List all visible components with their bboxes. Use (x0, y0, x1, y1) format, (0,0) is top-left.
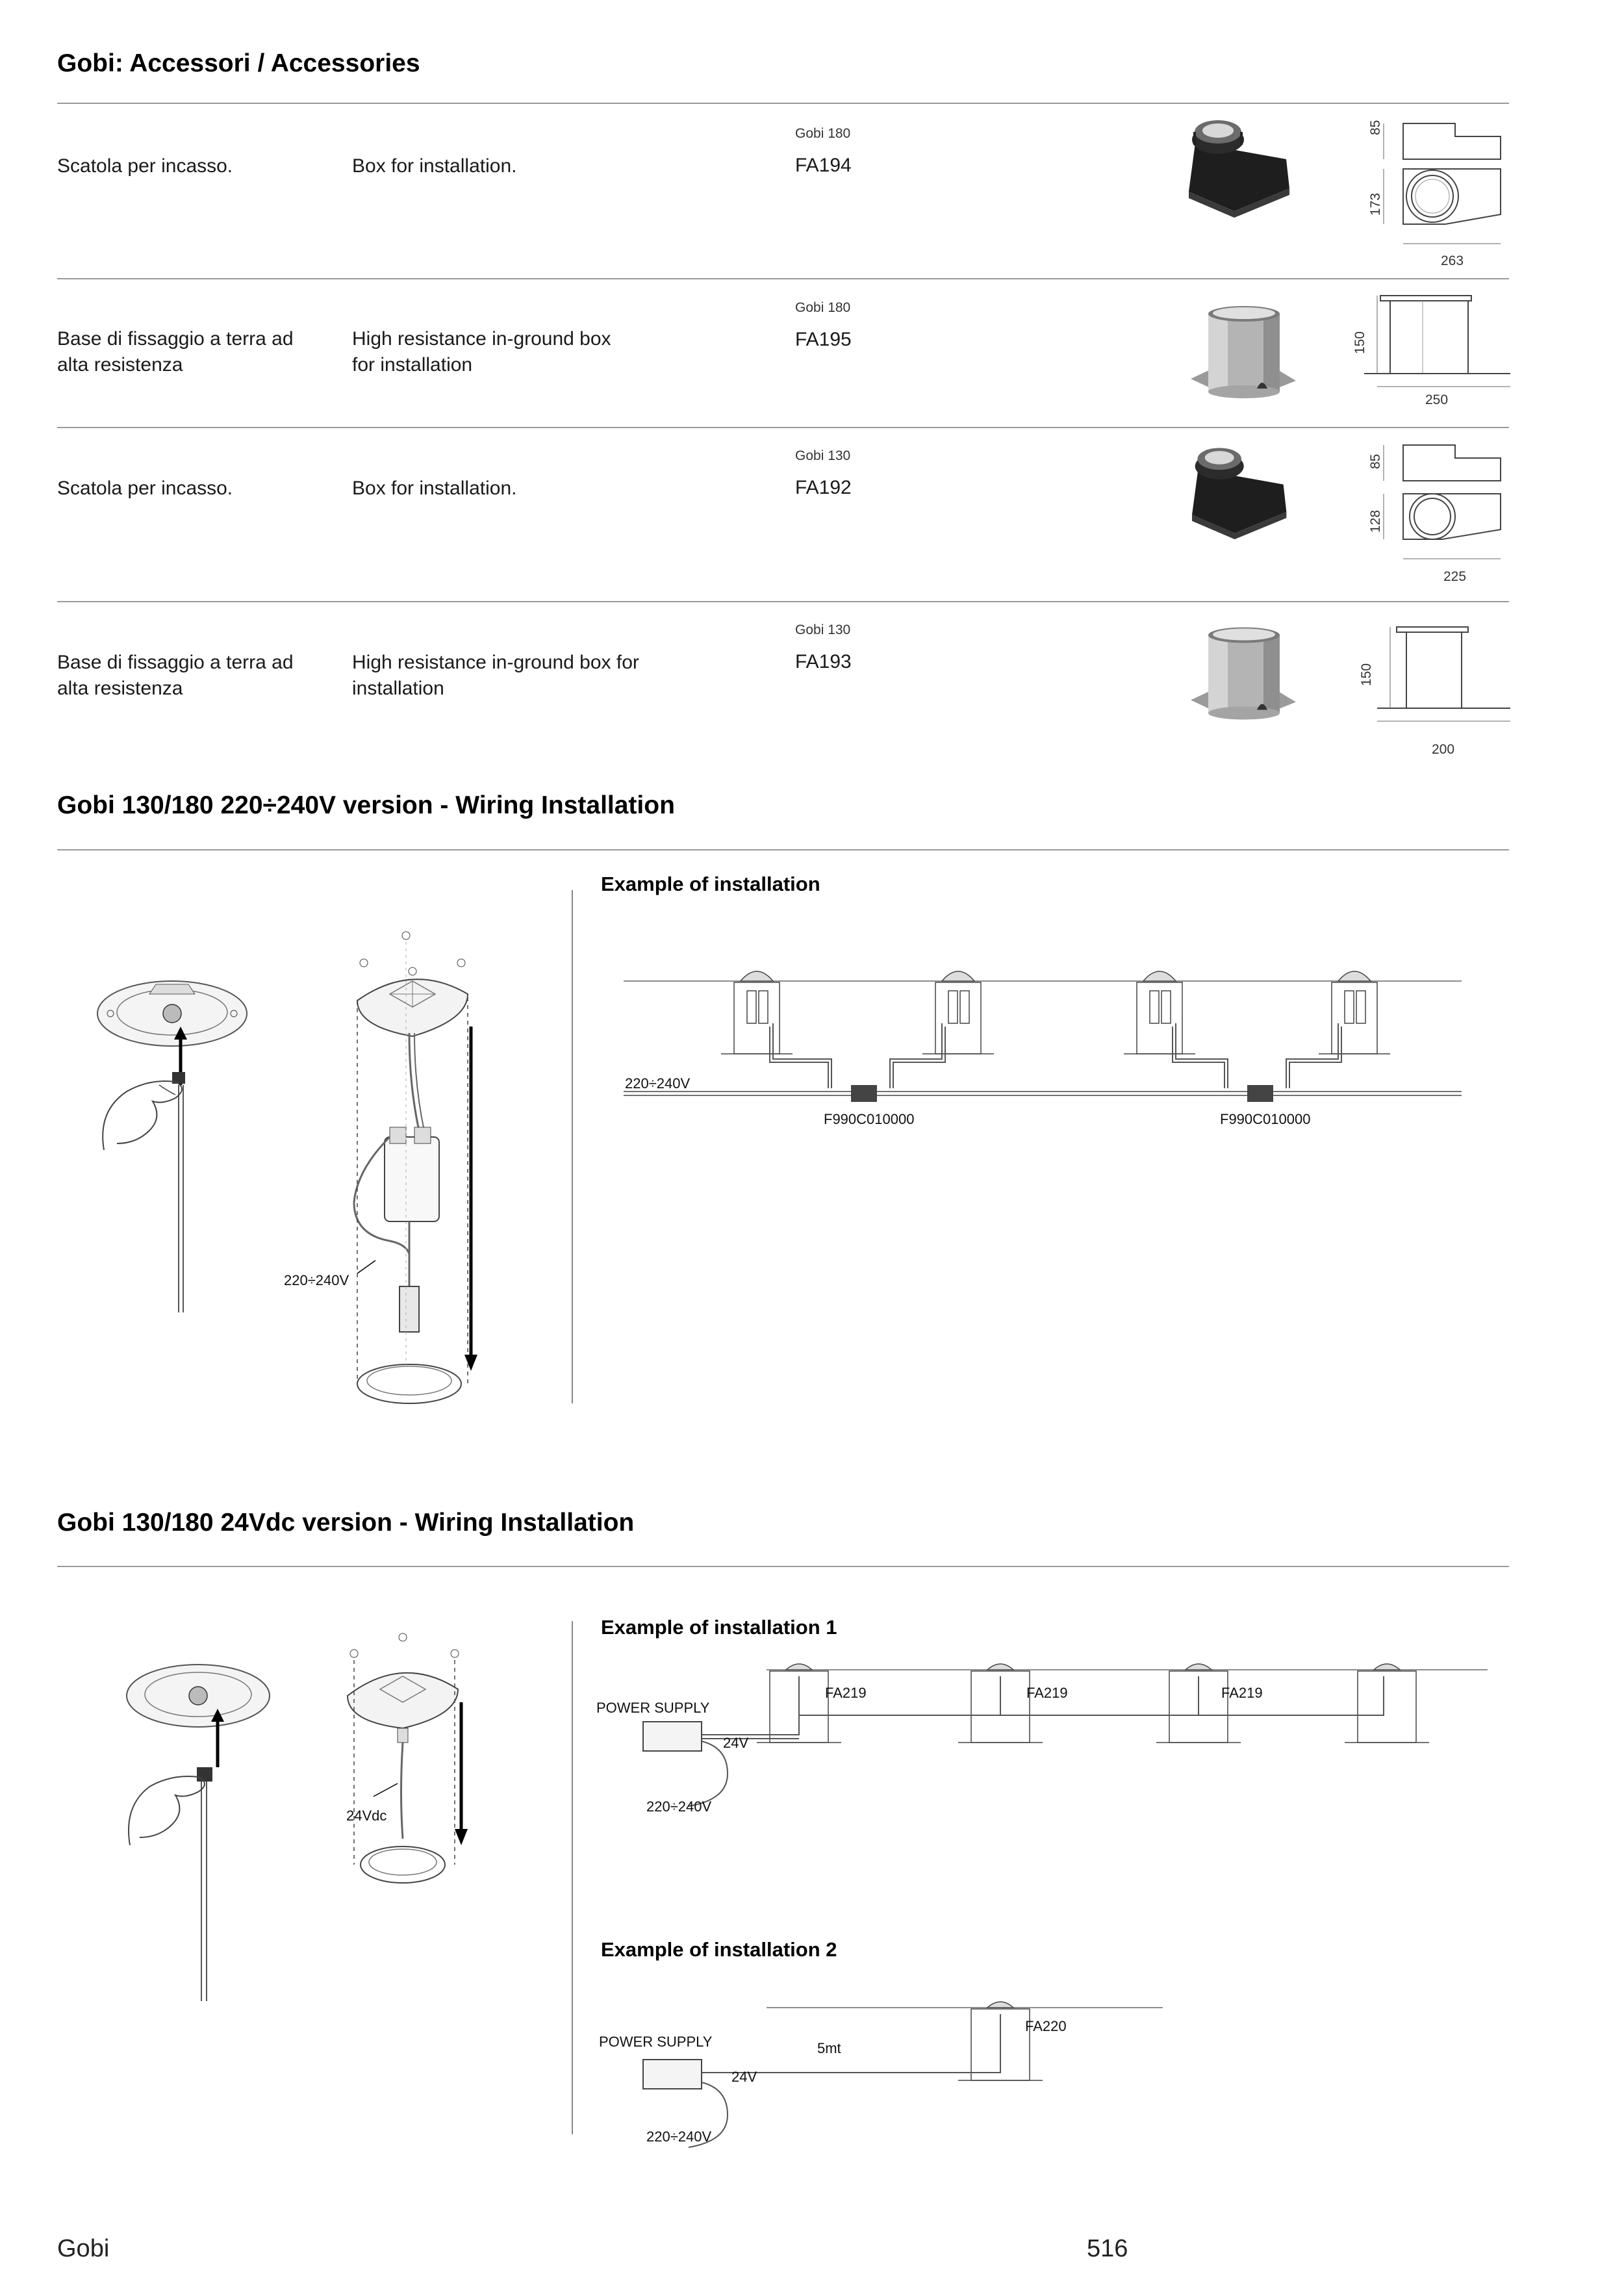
accessory-code: FA194 (795, 155, 852, 176)
accessory-code: FA193 (795, 651, 852, 672)
fa-code-label: FA219 (825, 1685, 867, 1701)
accessory-model: Gobi 130 (795, 448, 851, 463)
technical-drawing-box (1364, 117, 1514, 266)
connector-code-label: F990C010000 (824, 1111, 915, 1127)
dimension-label: 150 (1352, 331, 1367, 354)
accessory-desc-it: Base di fissaggio a terra ad alta resistenza (57, 652, 294, 699)
divider (57, 849, 1509, 850)
accessory-model: Gobi 180 (795, 126, 851, 141)
product-photo-ground-base (1186, 304, 1299, 408)
product-photo-recessed-box (1182, 114, 1299, 218)
dimension-label: 85 (1368, 454, 1383, 469)
accessory-desc-en: Box for installation. (352, 155, 517, 177)
dc-voltage-label: 24V (723, 1735, 749, 1751)
dimension-label: 173 (1368, 192, 1383, 216)
product-photo-ground-base (1186, 620, 1299, 734)
accessory-desc-en: Box for installation. (352, 478, 517, 499)
ac-voltage-label: 220÷240V (646, 2128, 712, 2145)
exploded-view-illustration (338, 1624, 487, 1897)
connector-code-label: F990C010000 (1220, 1111, 1311, 1127)
divider (57, 1566, 1509, 1567)
ac-voltage-label: 220÷240V (646, 1798, 712, 1815)
dimension-label: 225 (1443, 569, 1467, 584)
accessory-code: FA195 (795, 329, 852, 350)
column-divider (572, 890, 573, 1403)
dimension-label: 150 (1359, 663, 1374, 686)
product-photo-recessed-box (1182, 442, 1299, 539)
accessory-desc-it: Scatola per incasso. (57, 155, 233, 177)
fa-code-label: FA219 (1026, 1685, 1068, 1701)
dc-voltage-label: 24V (731, 2069, 757, 2085)
dimension-label: 128 (1368, 509, 1383, 533)
fixture-connection-illustration (120, 1644, 283, 2008)
accessory-code: FA192 (795, 477, 852, 498)
example-title: Example of installation 2 (601, 1938, 837, 1961)
exploded-view-illustration (344, 923, 507, 1416)
divider (57, 103, 1509, 104)
dimension-label: 85 (1368, 120, 1383, 135)
example-title: Example of installation 1 (601, 1616, 837, 1639)
installation-diagram-24v-1 (617, 1650, 1494, 1813)
page-title: Gobi: Accessori / Accessories (57, 49, 420, 77)
power-supply-label: POWER SUPPLY (596, 1700, 710, 1716)
divider (57, 427, 1509, 428)
accessory-desc-it: Base di fissaggio a terra ad alta resistenza (57, 328, 294, 376)
power-supply-label: POWER SUPPLY (599, 2034, 713, 2050)
technical-drawing-ground-base (1351, 296, 1514, 400)
example-title: Example of installation (601, 873, 820, 895)
accessory-model: Gobi 180 (795, 300, 851, 315)
section-title: Gobi 130/180 24Vdc version - Wiring Installation (57, 1509, 635, 1537)
accessory-desc-it: Scatola per incasso. (57, 478, 233, 499)
accessory-desc-en: High resistance in-ground box for installation (352, 328, 611, 376)
cable-length-label: 5mt (817, 2040, 841, 2056)
accessory-desc-en: High resistance in-ground box for installation (352, 652, 639, 699)
dimension-label: 263 (1441, 253, 1464, 268)
section-title: Gobi 130/180 220÷240V version - Wiring Installation (57, 791, 675, 819)
installation-diagram-220v (617, 962, 1468, 1137)
fa-code-label: FA219 (1221, 1685, 1263, 1701)
column-divider (572, 1621, 573, 2134)
fa-code-label: FA220 (1025, 2018, 1067, 2034)
divider (57, 601, 1509, 602)
dimension-label: 200 (1432, 742, 1455, 757)
technical-drawing-box (1364, 442, 1514, 572)
divider (57, 278, 1509, 279)
accessory-model: Gobi 130 (795, 622, 851, 637)
fixture-connection-illustration (91, 962, 253, 1325)
dimension-label: 250 (1425, 392, 1449, 407)
footer-product-name: Gobi (57, 2235, 110, 2262)
installation-diagram-24v-2 (617, 1988, 1169, 2151)
technical-drawing-ground-base (1358, 627, 1514, 737)
voltage-label: 24Vdc (346, 1808, 387, 1824)
supply-voltage-label: 220÷240V (625, 1075, 691, 1092)
page-number: 516 (1087, 2235, 1128, 2262)
voltage-label: 220÷240V (284, 1272, 349, 1288)
